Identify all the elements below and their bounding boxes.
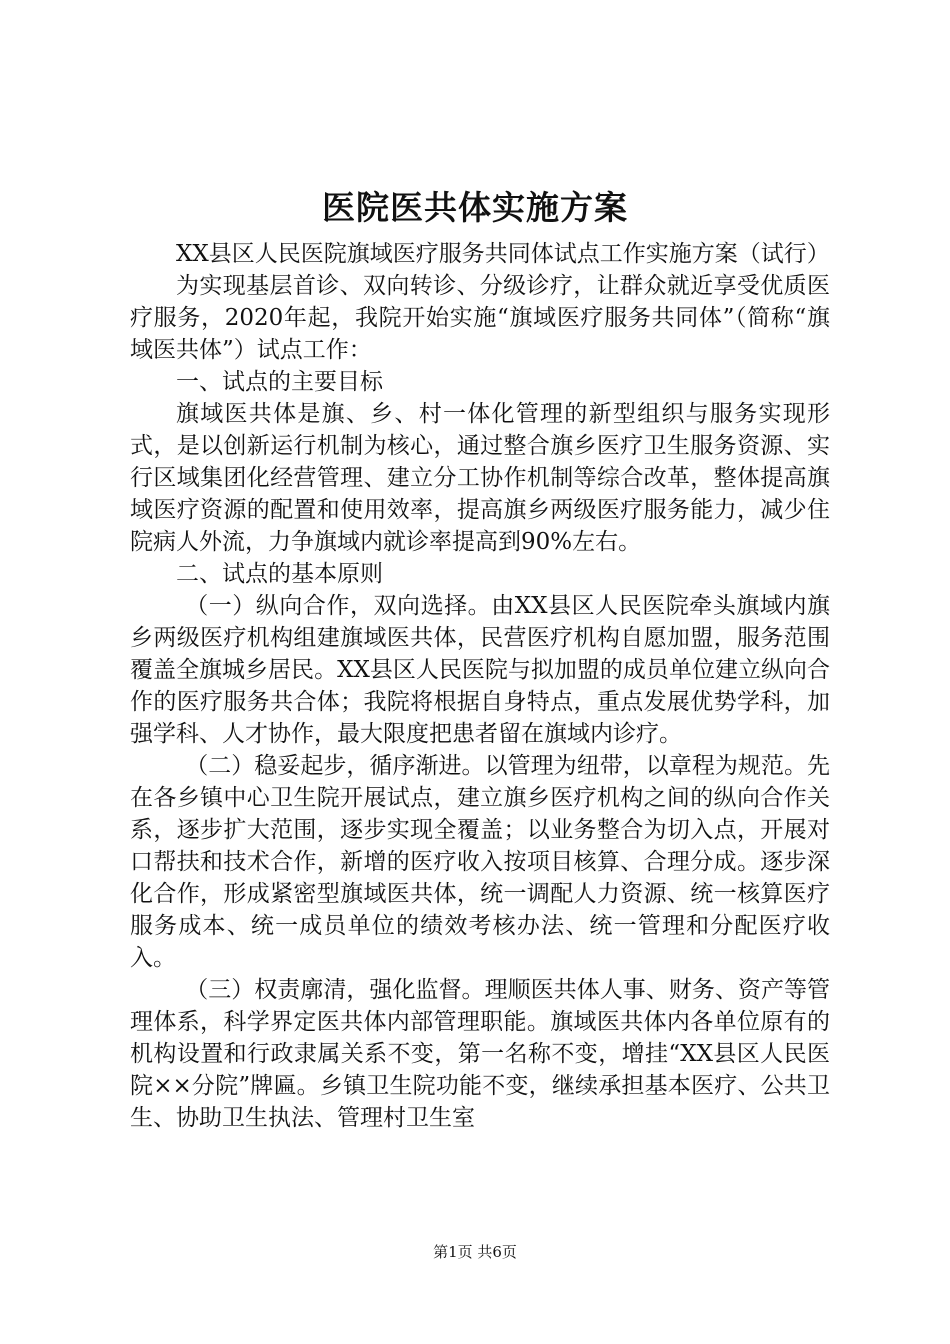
document-title: 医院医共体实施方案: [322, 188, 628, 227]
section-heading-principles: 二、试点的基本原则: [176, 561, 383, 587]
principle-3-paragraph: （三）权责廓清，强化监督。理顺医共体人事、财务、资产等管理体系，科学界定医共体内部管理职能。旗域医共体内各单位原有的机构设置和行政隶属关系不变，第一名称不变，增挂“XX县区人民医院××分院”牌匾。乡镇卫生院功能不变，继续承担基本医疗、公共卫生、协助卫生执法、管理村卫生室: [130, 977, 830, 1131]
principle-2-paragraph: （二）稳妥起步，循序渐进。以管理为纽带，以章程为规范。先在各乡镇中心卫生院开展试点，建立旗乡医疗机构之间的纵向合作关系，逐步扩大范围，逐步实现全覆盖；以业务整合为切入点，开展对口帮扶和技术合作，新增的医疗收入按项目核算、合理分成。逐步深化合作，形成紧密型旗域医共体，统一调配人力资源、统一核算医疗服务成本、统一成员单位的绩效考核办法、统一管理和分配医疗收入。: [130, 753, 830, 971]
section-heading-goals: 一、试点的主要目标: [176, 369, 383, 395]
principle-1-paragraph: （一）纵向合作，双向选择。由XX县区人民医院牵头旗域内旗乡两级医疗机构组建旗域医共体，民营医疗机构自愿加盟，服务范围覆盖全旗城乡居民。XX县区人民医院与拟加盟的成员单位建立纵向合作的医疗服务共合体；我院将根据自身特点，重点发展优势学科，加强学科、人才协作，最大限度把患者留在旗域内诊疗。: [130, 593, 830, 747]
page-number-footer: 第1页 共6页: [433, 1243, 517, 1261]
document-body: [130, 238, 830, 1134]
intro-paragraph: 为实现基层首诊、双向转诊、分级诊疗，让群众就近享受优质医疗服务，2020年起，我院开始实施“旗域医疗服务共同体”（简称“旗域医共体”）试点工作：: [130, 273, 830, 363]
subtitle-paragraph: XX县区人民医院旗域医疗服务共同体试点工作实施方案（试行）: [176, 241, 830, 267]
goals-paragraph: 旗域医共体是旗、乡、村一体化管理的新型组织与服务实现形式，是以创新运行机制为核心，通过整合旗乡医疗卫生服务资源、实行区域集团化经营管理、建立分工协作机制等综合改革，整体提高旗域医疗资源的配置和使用效率，提高旗乡两级医疗服务能力，减少住院病人外流，力争旗域内就诊率提高到90%左右。: [130, 401, 830, 555]
